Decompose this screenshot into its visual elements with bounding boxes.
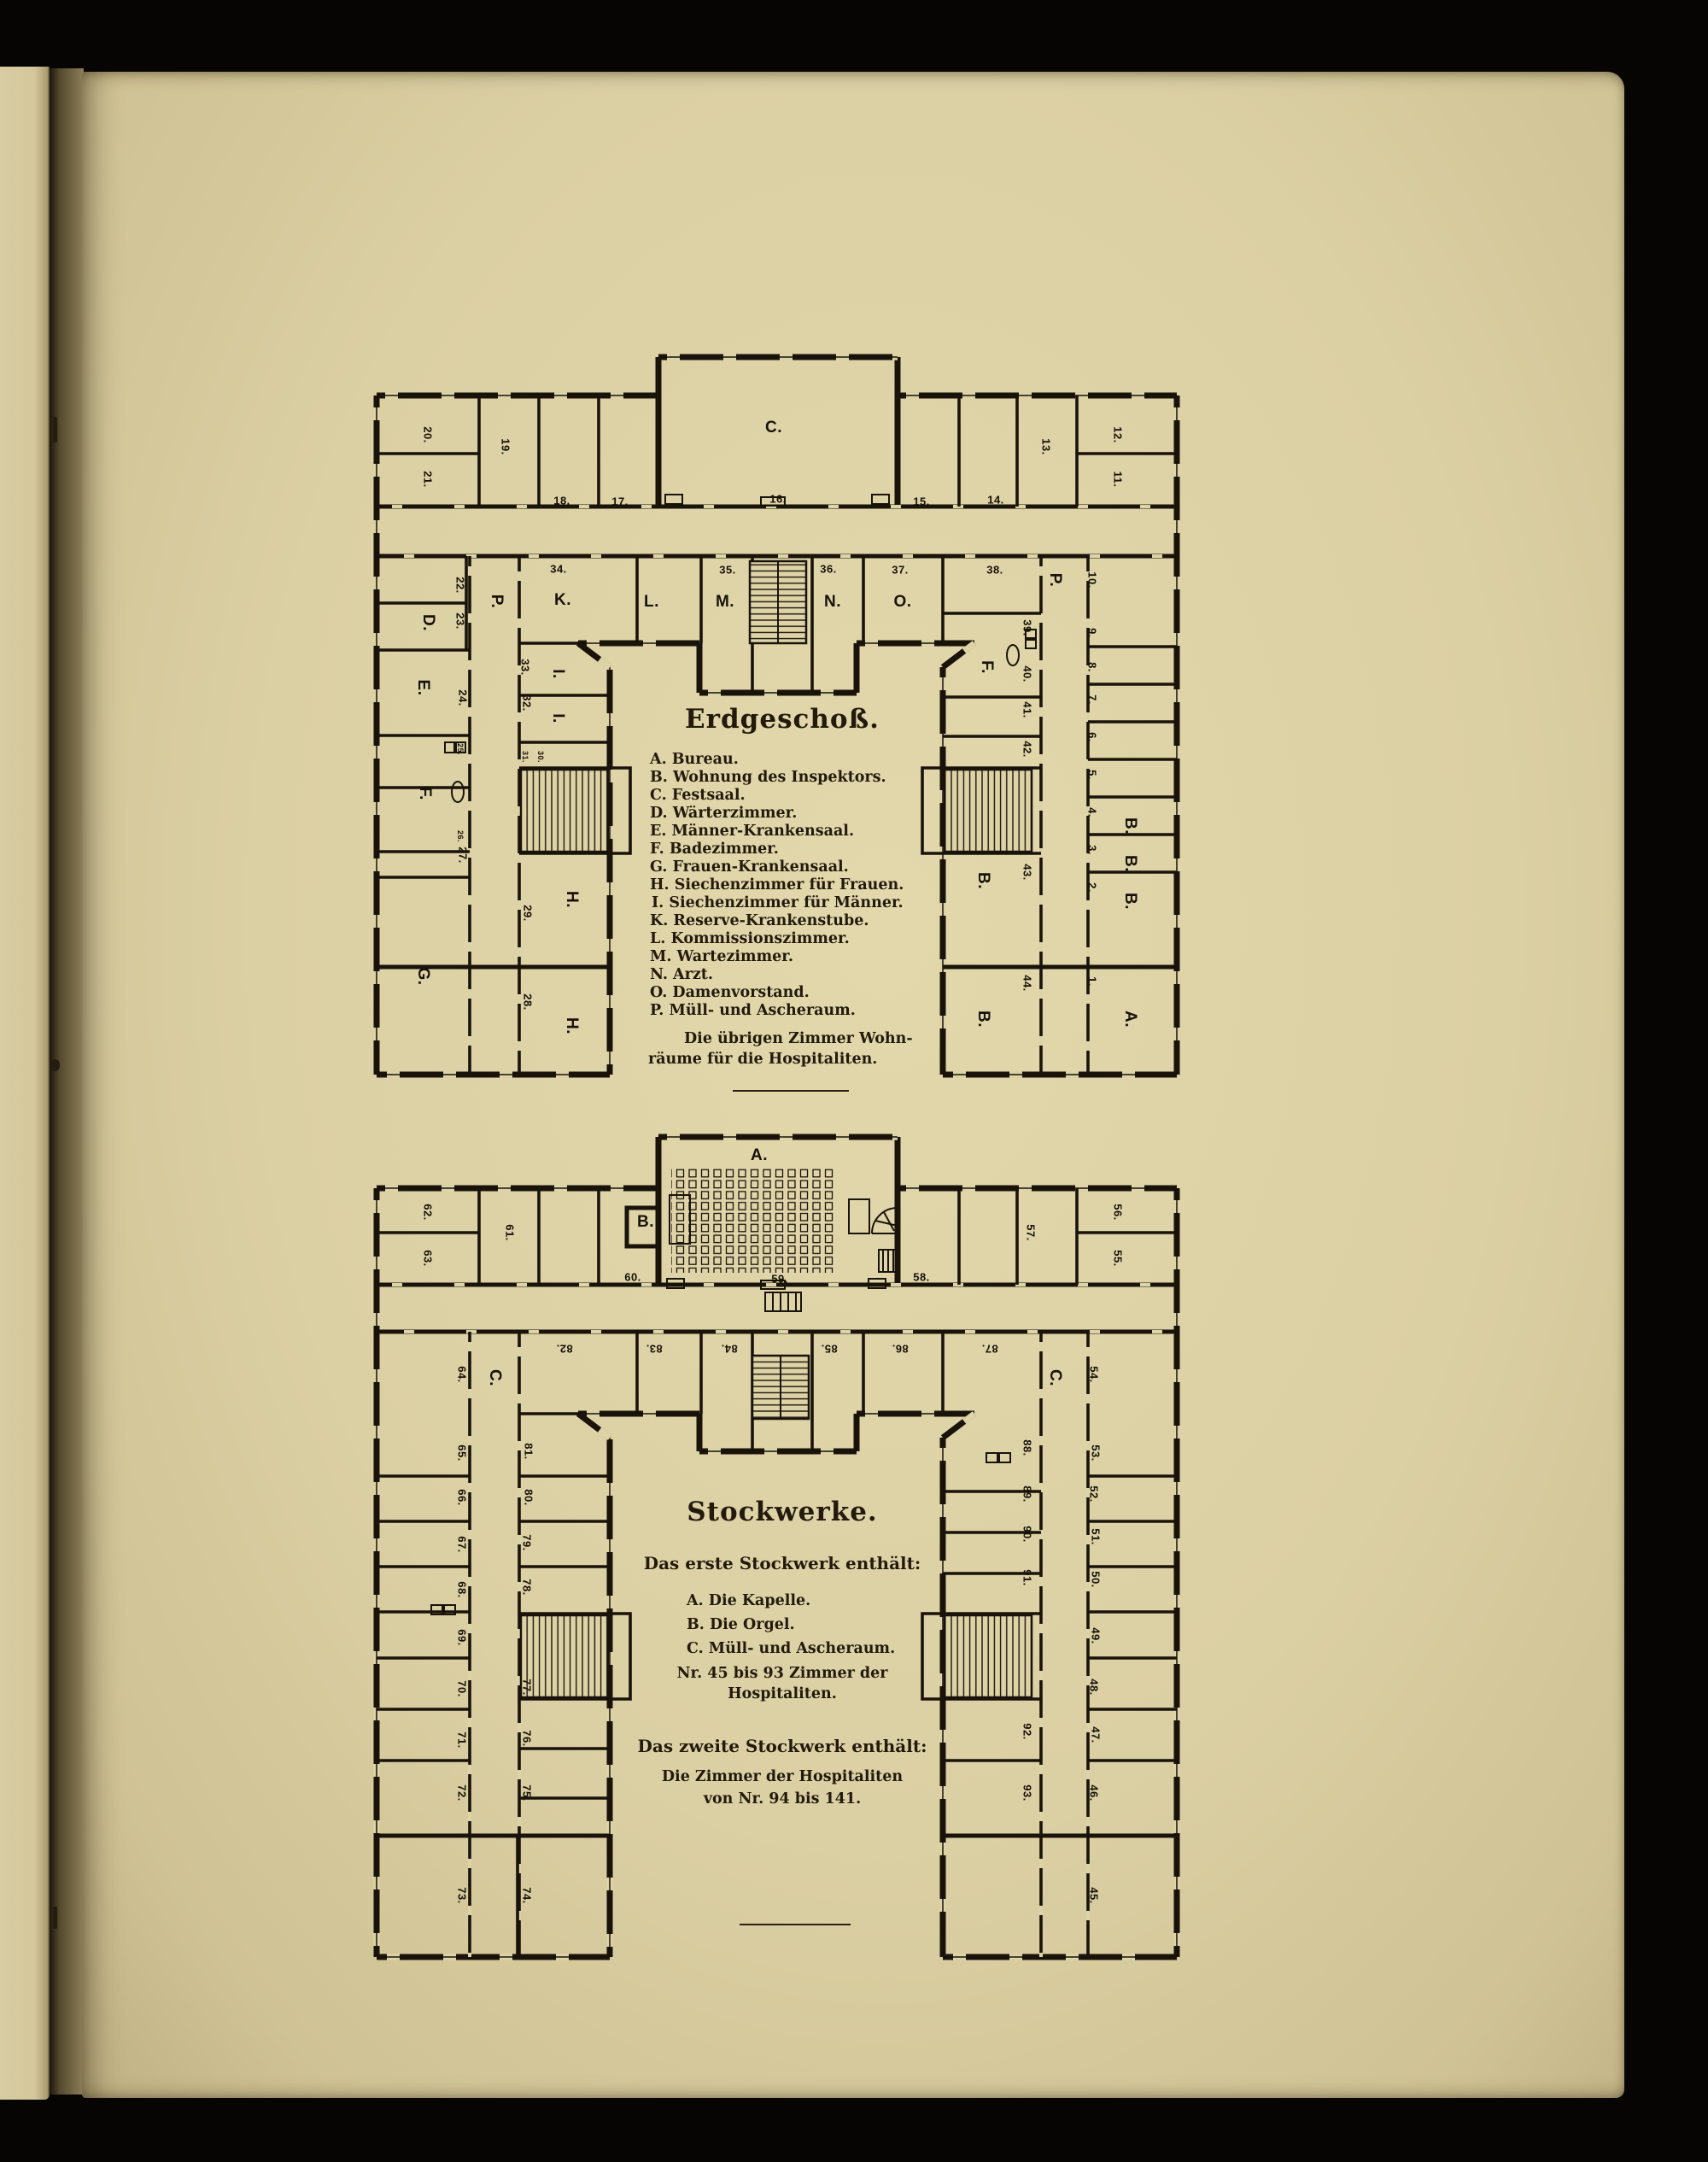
room-label: 90.	[1021, 1526, 1034, 1543]
room-label: 20.	[421, 426, 435, 443]
room-label: 85.	[821, 1342, 838, 1356]
room-label: L.	[644, 593, 659, 611]
room-label: 64.	[455, 1366, 469, 1383]
room-label: 78.	[520, 1579, 534, 1596]
legend-item: N. Arzt.	[650, 966, 713, 983]
book-page	[82, 72, 1624, 2098]
room-label: 73.	[455, 1887, 469, 1904]
room-label: 38.	[986, 563, 1003, 577]
room-label: C.	[765, 419, 782, 437]
room-label: 2.	[1085, 882, 1099, 893]
room-label: 92.	[1021, 1723, 1034, 1740]
legend-item: O. Damenvorstand.	[650, 984, 810, 1001]
room-label: 81.	[522, 1443, 535, 1460]
room-label: 35.	[719, 563, 736, 577]
room-label: 10.	[1085, 571, 1099, 589]
legend-item: A. Bureau.	[650, 751, 739, 768]
room-label: 68.	[455, 1581, 469, 1598]
room-label: 22.	[453, 577, 467, 594]
room-label: 37.	[892, 563, 909, 577]
room-label: 1.	[1085, 976, 1099, 987]
legend-item: K. Reserve-Krankenstube.	[650, 912, 869, 929]
legend-item: C. Müll- und Ascheraum.	[687, 1640, 896, 1657]
room-label: C.	[486, 1369, 504, 1386]
room-label: 25.	[456, 742, 465, 756]
room-label: 49.	[1089, 1627, 1103, 1644]
room-label: 51.	[1089, 1528, 1103, 1545]
room-label: 50.	[1089, 1571, 1103, 1588]
room-label: 30.	[536, 750, 545, 764]
legend-item: A. Die Kapelle.	[687, 1592, 811, 1609]
room-label: 23.	[453, 612, 467, 630]
room-label: 12.	[1111, 426, 1125, 443]
legend-item: H. Siechenzimmer für Frauen.	[650, 876, 904, 894]
legend-item: I. Siechenzimmer für Männer.	[652, 894, 904, 911]
room-label: B.	[974, 872, 992, 889]
room-label: 18.	[553, 494, 570, 507]
room-label: 70.	[455, 1680, 469, 1697]
legend-erdgeschoss	[629, 704, 936, 1105]
room-label: 83.	[646, 1342, 663, 1356]
room-label: 4.	[1085, 807, 1099, 817]
room-label: I.	[549, 713, 567, 724]
room-label: 46.	[1087, 1784, 1101, 1802]
room-label: 62.	[421, 1204, 435, 1221]
room-label: 58.	[913, 1270, 930, 1284]
room-label: H.	[563, 891, 581, 908]
room-label: I.	[549, 669, 567, 679]
room-label: 82.	[556, 1342, 573, 1356]
legend-item: M. Wartezimmer.	[650, 948, 793, 965]
room-label: 48.	[1087, 1679, 1101, 1696]
room-label: 61.	[503, 1224, 517, 1241]
room-label: 87.	[981, 1342, 998, 1356]
room-label: 3.	[1085, 845, 1099, 855]
room-label: 43.	[1021, 864, 1034, 881]
room-label: 16.	[769, 492, 787, 506]
room-label: F.	[978, 660, 996, 674]
room-label: 17.	[611, 495, 629, 508]
room-label: C.	[1046, 1369, 1064, 1386]
book-binding-gutter	[50, 68, 84, 2095]
room-label: 13.	[1039, 438, 1053, 455]
legend-item: F. Badezimmer.	[650, 841, 779, 858]
room-label: 32.	[520, 694, 534, 712]
room-label: 52.	[1087, 1485, 1101, 1503]
room-label: 84.	[721, 1342, 738, 1356]
legend-title: Stockwerke.	[687, 1497, 878, 1527]
room-label: 60.	[624, 1270, 641, 1284]
room-label: F.	[416, 787, 434, 800]
room-label: 59.	[771, 1272, 788, 1286]
room-label: 27.	[456, 847, 470, 864]
room-label: 7.	[1085, 694, 1099, 705]
legend-note: räume für die Hospitaliten.	[648, 1051, 878, 1068]
legend-subtitle: Das erste Stockwerk enthält:	[643, 1553, 921, 1573]
room-label: 71.	[455, 1731, 469, 1749]
room-label: B.	[1121, 817, 1139, 835]
room-label: 14.	[987, 493, 1004, 507]
room-label: 88.	[1021, 1439, 1034, 1456]
legend-item: B. Wohnung des Inspektors.	[650, 769, 886, 786]
room-label: 6.	[1085, 732, 1099, 742]
room-label: 63.	[421, 1250, 435, 1267]
room-label: 72.	[455, 1784, 469, 1802]
legend-item: P. Müll- und Ascheraum.	[650, 1002, 856, 1019]
room-label: 77.	[520, 1679, 534, 1696]
room-label: 53.	[1089, 1444, 1103, 1462]
room-label: 39.	[1021, 619, 1034, 636]
room-label: 34.	[550, 562, 567, 576]
room-label: 93.	[1021, 1784, 1034, 1802]
room-label: 69.	[455, 1629, 469, 1646]
room-label: 57.	[1024, 1224, 1038, 1241]
room-label: 79.	[520, 1534, 534, 1551]
room-label: 11.	[1111, 471, 1125, 488]
binding-stitch-icon	[53, 417, 57, 442]
room-label: B.	[974, 1011, 992, 1028]
room-label: 8.	[1085, 662, 1099, 672]
legend-stockwerke	[620, 1497, 945, 1941]
room-label: 91.	[1021, 1569, 1034, 1586]
room-label: 28.	[521, 993, 535, 1011]
room-label: E.	[414, 679, 432, 696]
binding-stitch-icon	[53, 1907, 57, 1929]
room-label: B.	[637, 1213, 654, 1231]
room-label: 24.	[456, 689, 470, 706]
room-label: O.	[893, 593, 912, 611]
room-label: N.	[824, 593, 841, 611]
room-label: 47.	[1089, 1726, 1103, 1743]
binding-stitch-icon	[50, 1059, 60, 1071]
room-label: K.	[554, 591, 571, 609]
room-label: G.	[414, 967, 432, 986]
divider-rule	[740, 1924, 851, 1925]
legend-note: Die übrigen Zimmer Wohn-	[684, 1030, 913, 1047]
room-label: 9.	[1085, 628, 1099, 638]
legend-item: C. Festsaal.	[650, 787, 746, 804]
room-label: 21.	[421, 471, 435, 488]
room-label: B.	[1121, 893, 1139, 910]
room-label: H.	[563, 1017, 581, 1034]
room-label: 36.	[820, 562, 837, 576]
room-label: P.	[1046, 572, 1064, 588]
legend-item: E. Männer-Krankensaal.	[650, 823, 855, 840]
room-label: 74.	[520, 1887, 534, 1904]
room-label: 54.	[1087, 1366, 1101, 1383]
legend-item: G. Frauen-Krankensaal.	[650, 858, 849, 876]
room-label: 75.	[520, 1784, 534, 1802]
room-label: 56.	[1111, 1204, 1125, 1221]
room-label: 19.	[499, 438, 512, 455]
room-label: 40.	[1021, 665, 1034, 683]
legend-item: D. Wärterzimmer.	[650, 805, 798, 822]
room-label: 76.	[520, 1730, 534, 1747]
legend-item: L. Kommissionszimmer.	[650, 930, 850, 947]
legend-note: Nr. 45 bis 93 Zimmer der	[676, 1665, 888, 1682]
room-label: A.	[751, 1146, 768, 1164]
room-label: 41.	[1021, 701, 1034, 718]
room-label: 86.	[892, 1342, 909, 1356]
divider-rule	[733, 1090, 849, 1092]
room-label: 26.	[456, 829, 465, 843]
room-label: B.	[1121, 855, 1139, 872]
room-label: A.	[1121, 1011, 1139, 1028]
room-label: 42.	[1021, 741, 1034, 758]
room-label: 67.	[455, 1536, 469, 1553]
room-label: 65.	[455, 1444, 469, 1462]
room-label: 5.	[1085, 770, 1099, 780]
legend-note: Hospitaliten.	[728, 1685, 837, 1702]
room-label: 66.	[455, 1489, 469, 1506]
room-label: 80.	[522, 1489, 535, 1506]
previous-page-edge	[0, 67, 50, 2100]
legend-subtitle: Das zweite Stockwerk enthält:	[637, 1736, 927, 1756]
room-label: M.	[715, 593, 735, 611]
room-label: 45.	[1087, 1887, 1101, 1904]
room-label: 15.	[913, 495, 930, 508]
room-label: 44.	[1021, 975, 1034, 992]
room-label: 29.	[521, 905, 535, 922]
room-label: 55.	[1111, 1250, 1125, 1267]
room-label: 89.	[1021, 1485, 1034, 1503]
legend-item: B. Die Orgel.	[687, 1616, 795, 1633]
legend-title: Erdgeschoß.	[685, 704, 880, 735]
legend-note: Die Zimmer der Hospitaliten	[661, 1768, 904, 1785]
room-label: P.	[488, 594, 506, 609]
room-label: 33.	[518, 659, 532, 676]
room-label: D.	[419, 614, 437, 631]
legend-note: von Nr. 94 bis 141.	[703, 1790, 862, 1808]
room-label: 31.	[521, 750, 529, 764]
